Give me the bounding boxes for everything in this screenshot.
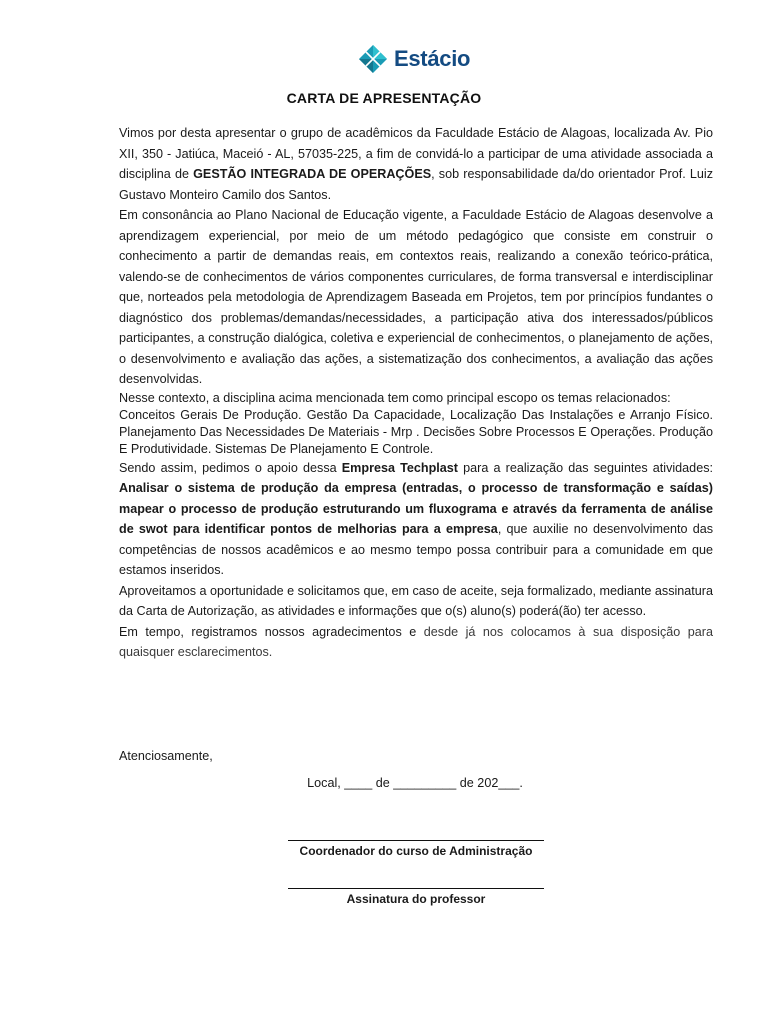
signature-label: Assinatura do professor [346,892,486,906]
brand-name: Estácio [394,46,471,71]
paragraph-methodology: Em consonância ao Plano Nacional de Educação vigente, a Faculdade Estácio de Alagoas desenvolve a aprendizagem experiencial, por meio de um método pedagógico que consiste em construir o conhecimento a partir de demandas reais, em contextos reais, realizando a conexão teórico-prática, valendo-se de conhecimentos de vários componentes curriculares, de forma transversal e interdisciplinar que, norteados pela metodologia de Aprendizagem Baseada em Projetos, tem por princípios fundantes o diagnóstico dos problemas/demandas/necessidades, a participação ativa dos interessados/públicos participantes, a construção dialógica, coletiva e experiencial de conhecimentos, o planejamento de ações, o desenvolvimento e avaliação das ações, a sistematização dos conhecimentos, a avaliação das ações desenvolvidas. [119,208,713,386]
paragraph-context: Nesse contexto, a disciplina acima mencionada tem como principal escopo os temas relacionados: [119,390,671,405]
letter-body [119,123,713,663]
paragraph-topics: Conceitos Gerais De Produção. Gestão Da Capacidade, Localização Das Instalações e Arranjo Físico. Planejamento Das Necessidades De Materiais - Mrp . Decisões Sobre Processos E Operações. Produção E Produtividade. Sistemas De Planejamento E Controle. [119,407,713,456]
request-text: Sendo assim, pedimos o apoio dessa [119,460,342,475]
intro-text: Vimos por desta apresentar o grupo de acadêmicos da Faculdade Estácio de Alagoas, localizada Av. Pio XII, 350 - Jatiúca, Maceió - AL, 57035-225, a fim de convidá-lo a participar de uma atividade associada a disciplina de [119,126,713,181]
intro-text-end: , sob responsabilidade da/do orientador Prof. Luiz Gustavo Monteiro Camilo dos Santos. [119,167,714,202]
activities-description: Analisar o sistema de produção da empresa (entradas, o processo de transformação e saídas) mapear o processo de produção estruturando um fluxograma e através da ferramenta de análise de swot para identificar pontos de melhorias para a empresa [119,481,713,536]
discipline-name: GESTÃO INTEGRADA DE OPERAÇÕES [193,167,432,181]
estacio-diamond-logo-icon [358,44,388,74]
request-text-mid: para a realização das seguintes atividades: [458,460,713,475]
company-name: Empresa Techplast [341,460,458,475]
paragraph-request [119,458,713,581]
letter-title: CARTA DE APRESENTAÇÃO [286,90,482,106]
paragraph-authorization: Aproveitamos a oportunidade e solicitamos que, em caso de aceite, seja formalizado, mediante assinatura da Carta de Autorização, as atividades e informações que o(s) aluno(s) poderá(ão) ter acesso. [119,583,713,618]
signature-label: Coordenador do curso de Administração [299,844,533,858]
signature-coordinator [288,840,544,858]
thanks-text-end: desde já nos colocamos à sua disposição para quaisquer esclarecimentos. [119,624,713,659]
signature-line [288,840,544,841]
request-text-end: , que auxilie no desenvolvimento das competências de nossos acadêmicos e ao mesmo tempo possa contribuir para a comunidade em que estamos inseridos. [119,522,713,577]
thanks-text: Em tempo, registramos nossos agradecimentos e [119,624,424,639]
local-date-line: Local, ____ de _________ de 202___. [307,776,523,790]
signature-line [288,888,544,889]
signature-professor [288,888,544,906]
paragraph-introduction [119,123,713,205]
paragraph-thanks [119,622,713,663]
estacio-logo [358,42,470,76]
closing-salutation: Atenciosamente, [119,749,213,763]
